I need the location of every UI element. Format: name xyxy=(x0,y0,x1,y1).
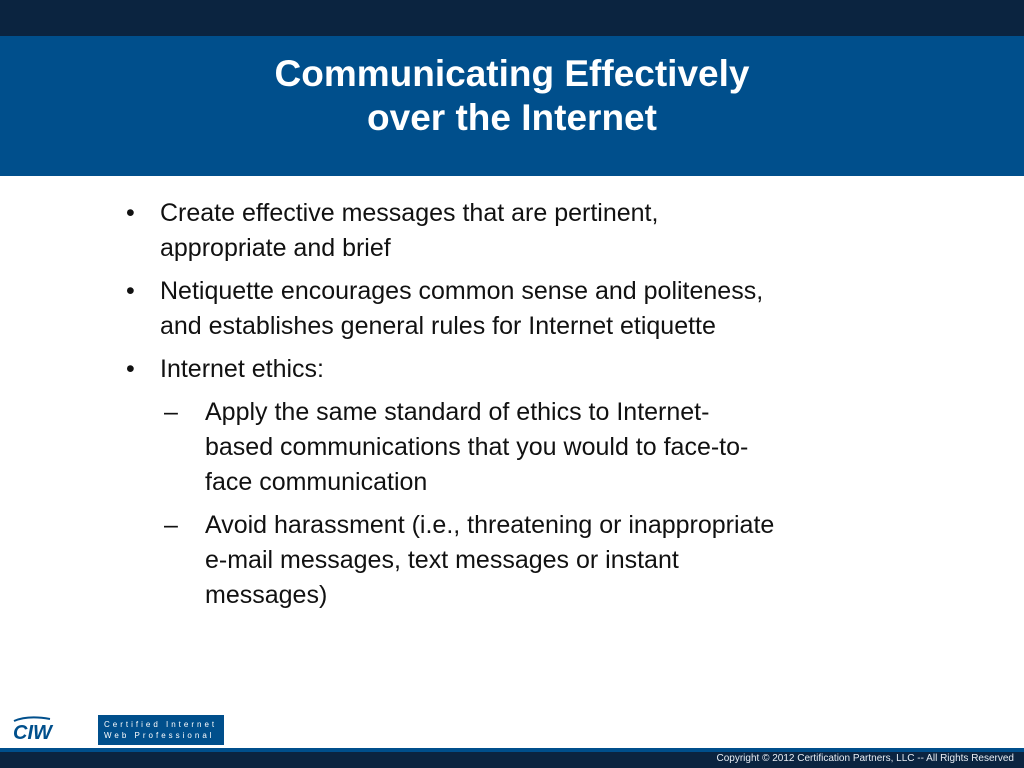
slide-title-line-2: over the Internet xyxy=(367,97,657,138)
slide-title xyxy=(0,52,1024,140)
ciw-logo-icon xyxy=(10,715,90,745)
sub-bullet-text-line: face communication xyxy=(205,468,428,496)
bullet-marker: • xyxy=(126,355,135,383)
bullet-text-line: Netiquette encourages common sense and politeness, xyxy=(160,277,764,305)
cert-line-2: Web Professional xyxy=(104,731,215,740)
copyright-text: Copyright © 2012 Certification Partners, LLC -- All Rights Reserved xyxy=(716,753,1014,764)
sub-bullet-marker: – xyxy=(164,398,178,426)
sub-bullet-item xyxy=(164,395,940,500)
slide-content xyxy=(120,196,940,621)
slide-title-line-1: Communicating Effectively xyxy=(274,53,750,94)
ciw-logo-text: CIW xyxy=(13,722,52,744)
bullet-item xyxy=(120,352,940,387)
certified-internet-badge xyxy=(98,715,224,745)
sub-bullet-text-line: messages) xyxy=(205,581,328,609)
sub-bullet-text-line: based communications that you would to face-to- xyxy=(205,433,749,461)
bullet-text-line: appropriate and brief xyxy=(160,234,391,262)
footer-logo xyxy=(10,714,224,746)
cert-line-1: Certified Internet xyxy=(104,720,218,729)
bullet-item xyxy=(120,274,940,344)
sub-bullet-text-line: Avoid harassment (i.e., threatening or inappropriate xyxy=(205,511,775,539)
bullet-text-line: Internet ethics: xyxy=(160,355,324,383)
sub-bullet-text-line: Apply the same standard of ethics to Internet- xyxy=(205,398,710,426)
bullet-item xyxy=(120,196,940,266)
bullet-text-line: and establishes general rules for Internet etiquette xyxy=(160,312,716,340)
bullet-marker: • xyxy=(126,277,135,305)
top-header-bar xyxy=(0,0,1024,36)
bullet-text-line: Create effective messages that are pertinent, xyxy=(160,199,659,227)
sub-bullet-marker: – xyxy=(164,511,178,539)
footer-bar xyxy=(0,748,1024,768)
sub-bullet-text-line: e-mail messages, text messages or instant xyxy=(205,546,679,574)
bullet-marker: • xyxy=(126,199,135,227)
sub-bullet-item xyxy=(164,508,940,613)
